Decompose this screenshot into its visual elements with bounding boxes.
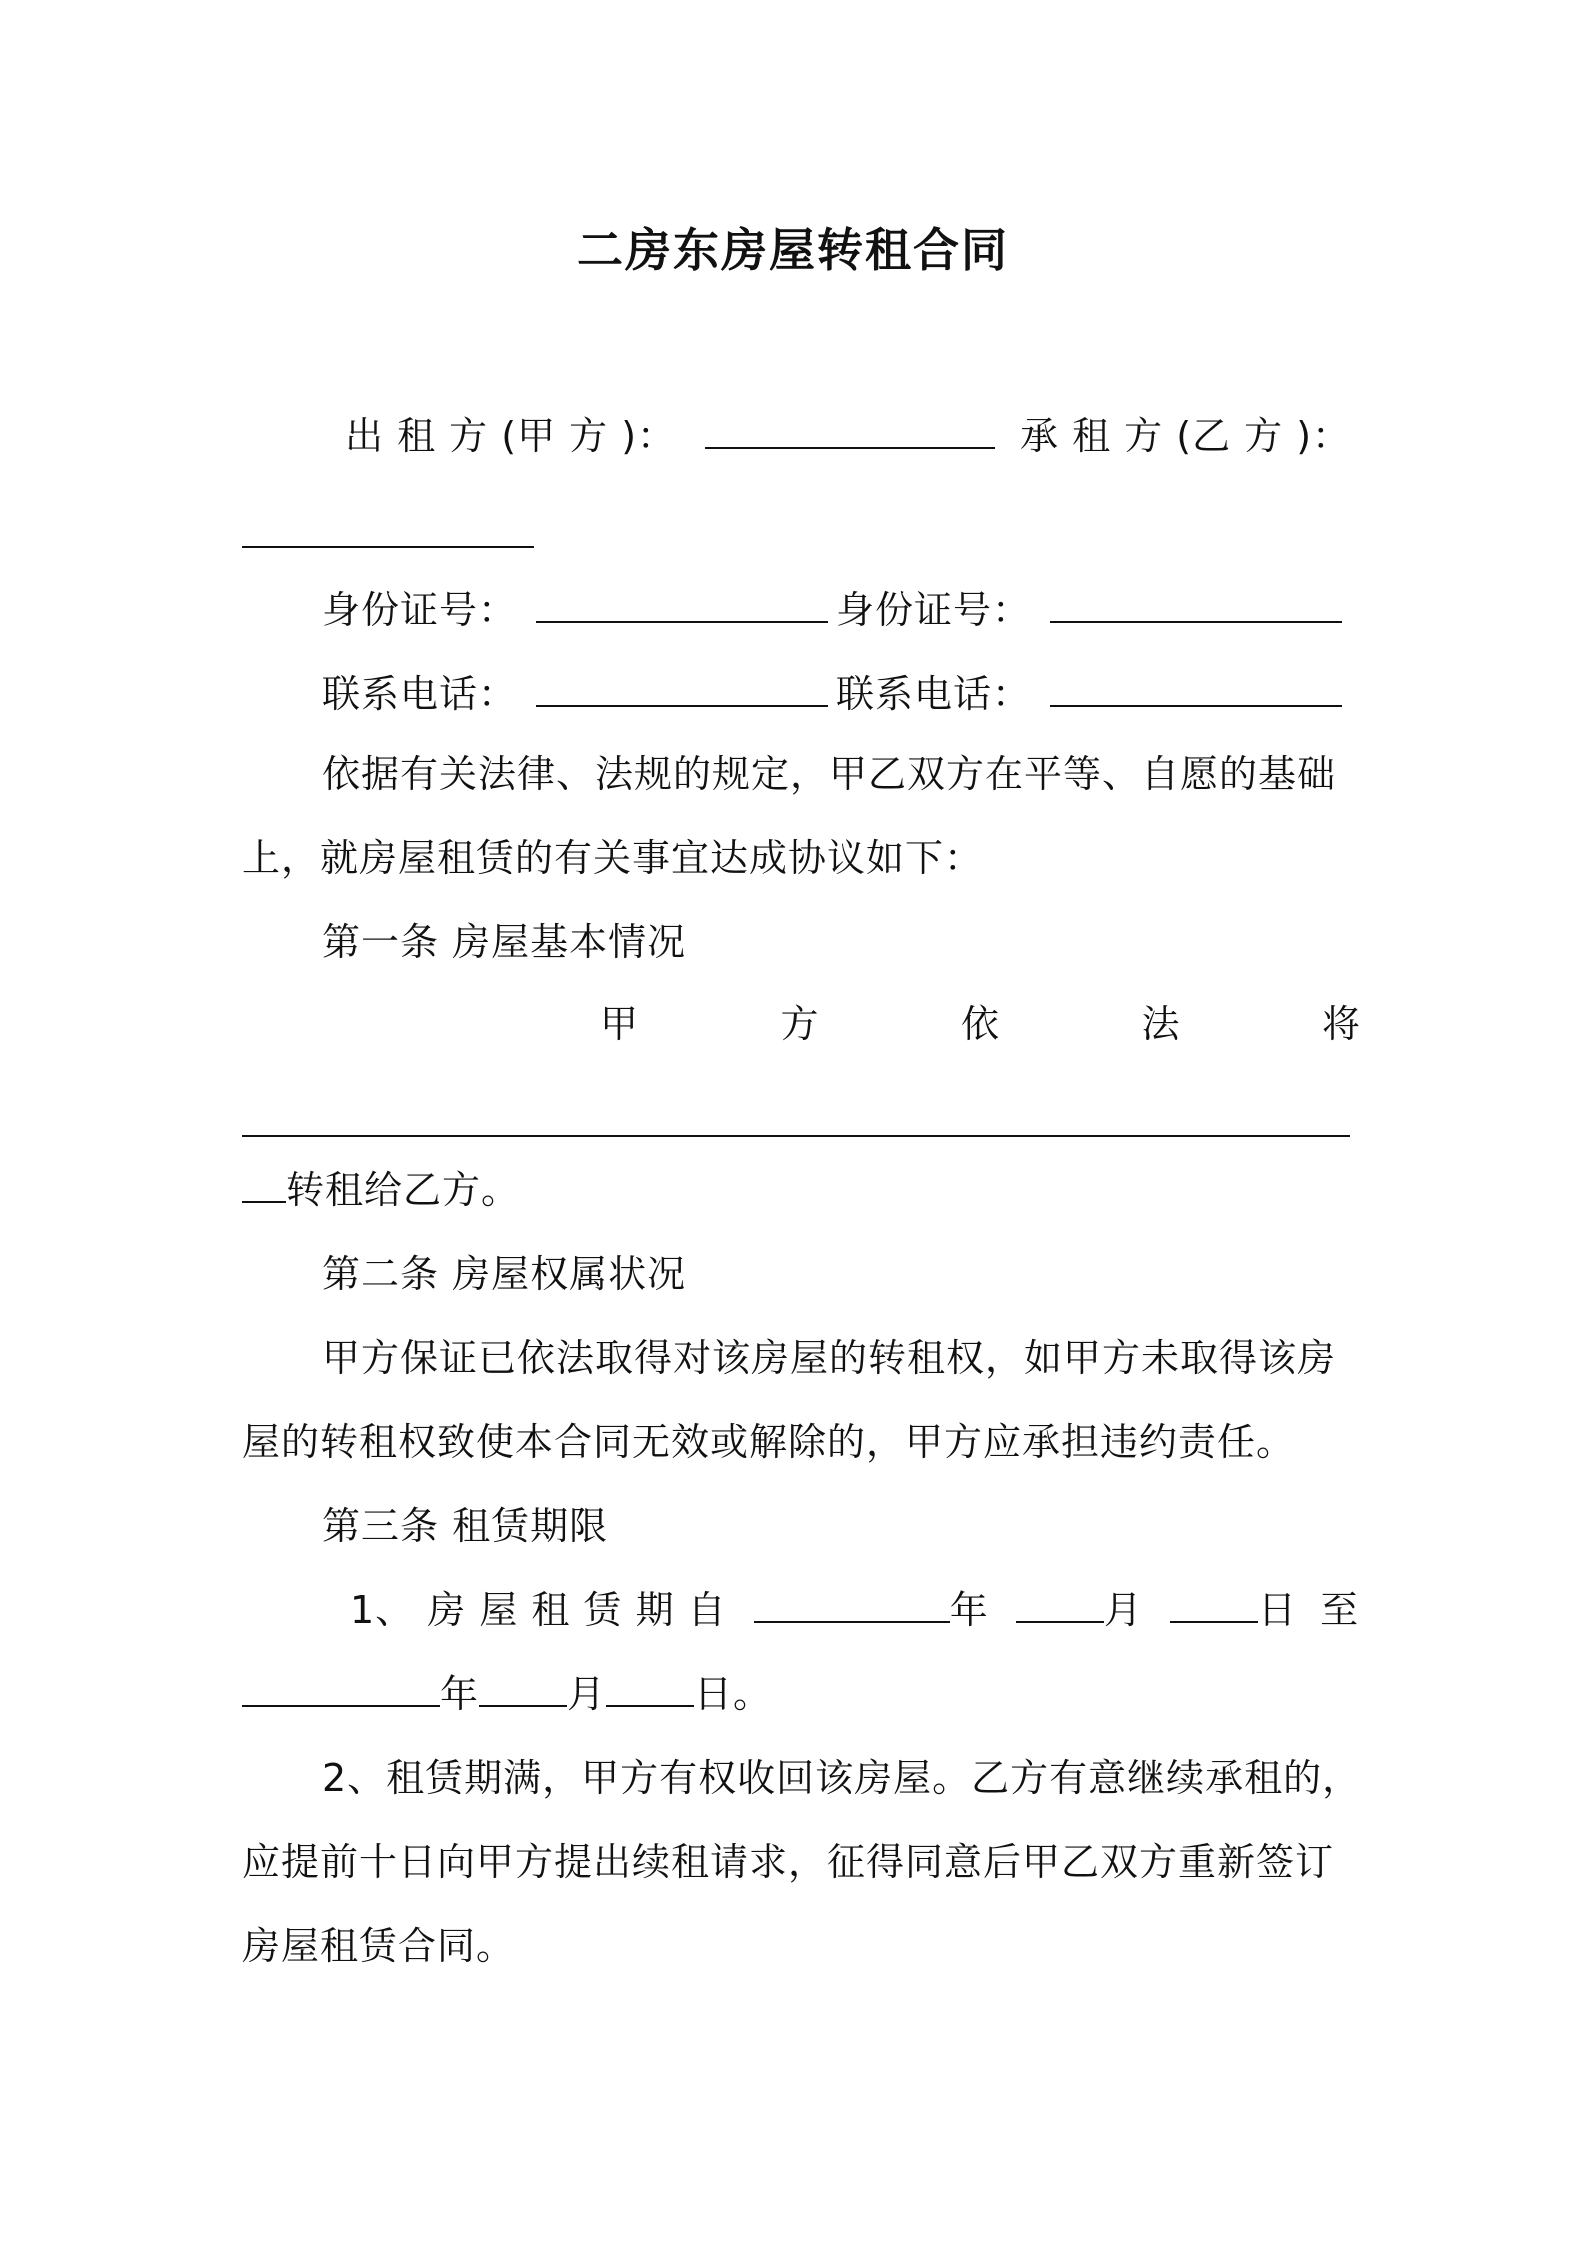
article-3-heading: 第三条 租赁期限 bbox=[322, 1504, 609, 1548]
id-blank-lessee[interactable] bbox=[1050, 587, 1342, 623]
end-year-blank[interactable] bbox=[242, 1671, 440, 1707]
end-month-blank[interactable] bbox=[479, 1671, 567, 1707]
property-address-blank-cont[interactable] bbox=[242, 1167, 286, 1203]
end-day-label: 日。 bbox=[694, 1672, 773, 1716]
id-row-lessor bbox=[322, 586, 828, 634]
lessor-row bbox=[345, 412, 995, 460]
spaced-char: 甲 bbox=[600, 1002, 639, 1046]
end-year-label: 年 bbox=[440, 1672, 480, 1716]
start-year-blank[interactable] bbox=[754, 1587, 950, 1623]
day-label: 日 bbox=[1257, 1588, 1297, 1632]
id-label-lessor: 身份证号： bbox=[322, 588, 518, 632]
clause-2-line-3: 房屋租赁合同。 bbox=[242, 1924, 516, 1968]
lessee-name-blank[interactable] bbox=[242, 546, 534, 548]
spaced-char: 依 bbox=[960, 1002, 999, 1046]
property-address-blank[interactable] bbox=[242, 1135, 1350, 1137]
article-1-end-text: 转租给乙方。 bbox=[286, 1168, 521, 1212]
clause-2-line-2: 应提前十日向甲方提出续租请求，征得同意后甲乙双方重新签订 bbox=[242, 1840, 1335, 1884]
phone-label-lessee: 联系电话： bbox=[836, 672, 1032, 716]
term-prefix: 1、 房 屋 租 赁 期 自 bbox=[350, 1588, 727, 1632]
start-day-blank[interactable] bbox=[1170, 1587, 1258, 1623]
article-1-end-row bbox=[242, 1166, 520, 1214]
term-line-1 bbox=[350, 1586, 1359, 1634]
id-row-lessee bbox=[836, 586, 1342, 634]
phone-blank-lessee[interactable] bbox=[1050, 671, 1342, 707]
phone-blank-lessor[interactable] bbox=[536, 671, 828, 707]
lessor-label: 出 租 方 (甲 方 )： bbox=[345, 414, 677, 458]
article-1-spaced-row bbox=[600, 1000, 1360, 1048]
end-month-label: 月 bbox=[567, 1672, 607, 1716]
lessee-label: 承 租 方 (乙 方 )： bbox=[1020, 414, 1352, 458]
id-label-lessee: 身份证号： bbox=[836, 588, 1032, 632]
article-2-heading: 第二条 房屋权属状况 bbox=[322, 1252, 687, 1296]
spaced-char: 方 bbox=[780, 1002, 819, 1046]
start-month-blank[interactable] bbox=[1016, 1587, 1104, 1623]
spaced-char: 将 bbox=[1321, 1002, 1360, 1046]
document-title: 二房东房屋转租合同 bbox=[577, 223, 1009, 277]
end-day-blank[interactable] bbox=[606, 1671, 694, 1707]
article-2-line-2: 屋的转租权致使本合同无效或解除的，甲方应承担违约责任。 bbox=[242, 1420, 1296, 1464]
id-blank-lessor[interactable] bbox=[536, 587, 828, 623]
spaced-char: 法 bbox=[1141, 1002, 1180, 1046]
lessee-row bbox=[1020, 412, 1351, 460]
preamble-line-2: 上，就房屋租赁的有关事宜达成协议如下： bbox=[242, 836, 984, 880]
month-label: 月 bbox=[1103, 1588, 1143, 1632]
lessor-name-blank[interactable] bbox=[705, 413, 995, 449]
article-2-line-1: 甲方保证已依法取得对该房屋的转租权，如甲方未取得该房 bbox=[322, 1336, 1337, 1380]
preamble-line-1: 依据有关法律、法规的规定，甲乙双方在平等、自愿的基础 bbox=[322, 752, 1337, 796]
phone-row-lessor bbox=[322, 670, 828, 718]
article-1-heading: 第一条 房屋基本情况 bbox=[322, 920, 687, 964]
clause-2-line-1: 2、租赁期满，甲方有权收回该房屋。乙方有意继续承租的， bbox=[322, 1756, 1362, 1800]
phone-label-lessor: 联系电话： bbox=[322, 672, 518, 716]
phone-row-lessee bbox=[836, 670, 1342, 718]
year-label: 年 bbox=[949, 1588, 989, 1632]
term-line-2 bbox=[242, 1670, 772, 1718]
to-label: 至 bbox=[1320, 1588, 1360, 1632]
